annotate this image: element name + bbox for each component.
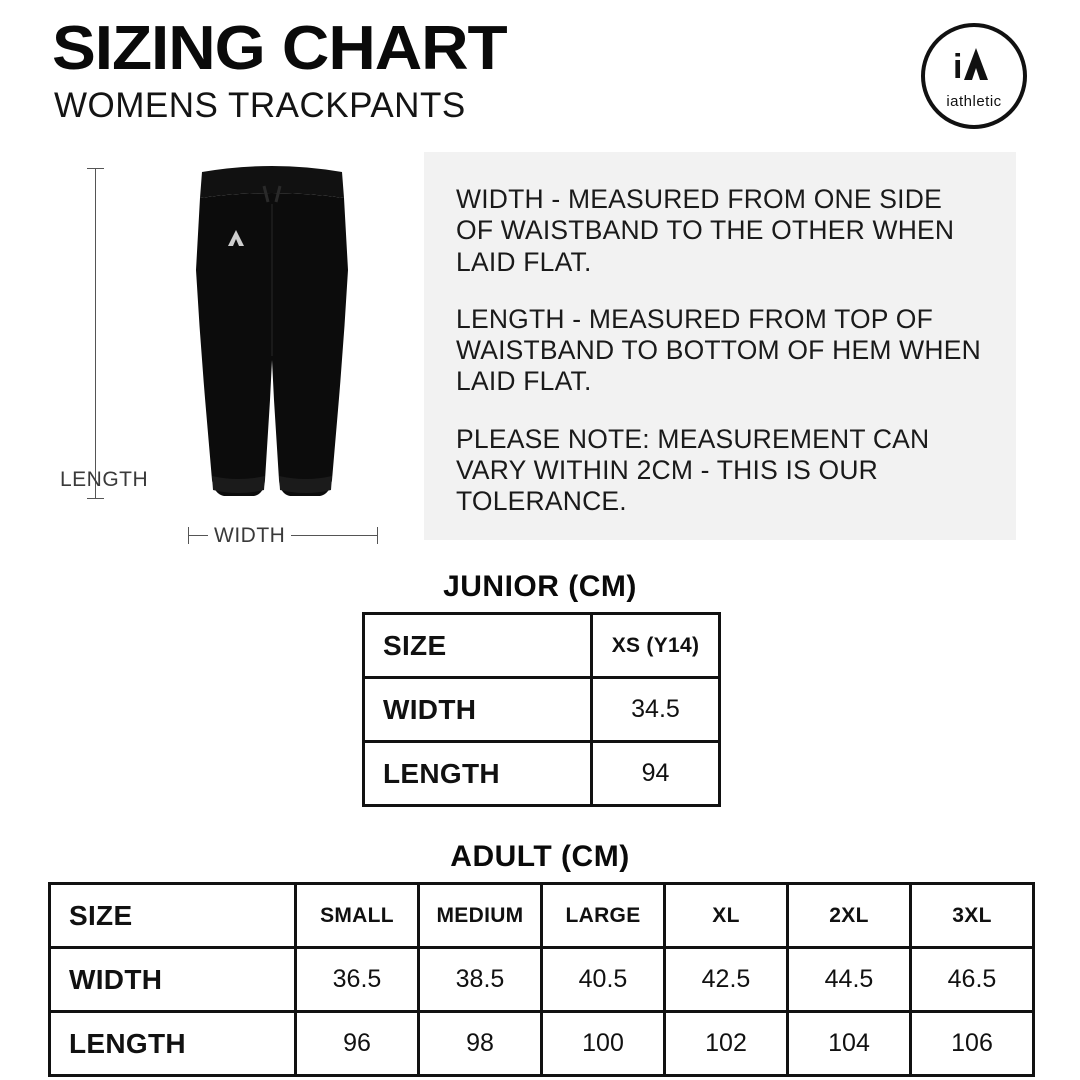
table-row bbox=[364, 678, 720, 742]
adult-length-large: 100 bbox=[542, 1012, 665, 1076]
adult-width-medium: 38.5 bbox=[419, 948, 542, 1012]
adult-size-header: SIZE bbox=[50, 884, 296, 948]
trackpants-image bbox=[172, 160, 372, 515]
adult-col-xl: XL bbox=[665, 884, 788, 948]
adult-length-2xl: 104 bbox=[788, 1012, 911, 1076]
brand-logo-icon bbox=[920, 22, 1028, 130]
length-measure-cap-top bbox=[87, 168, 104, 169]
adult-col-small: SMALL bbox=[296, 884, 419, 948]
junior-size-table bbox=[362, 612, 721, 807]
adult-width-3xl: 46.5 bbox=[911, 948, 1034, 1012]
note-tolerance: PLEASE NOTE: MEASUREMENT CAN VARY WITHIN 2CM - THIS IS OUR TOLERANCE. bbox=[456, 423, 930, 517]
table-row bbox=[50, 948, 1034, 1012]
adult-width-label: WIDTH bbox=[50, 948, 296, 1012]
table-row bbox=[364, 614, 720, 678]
note-width: WIDTH - MEASURED FROM ONE SIDE OF WAISTBAND TO THE OTHER WHEN LAID FLAT. bbox=[456, 184, 955, 277]
width-measure-cap-left bbox=[188, 527, 189, 544]
page-subtitle: WOMENS TRACKPANTS bbox=[54, 86, 466, 125]
adult-length-small: 96 bbox=[296, 1012, 419, 1076]
junior-width-xs: 34.5 bbox=[592, 678, 720, 742]
length-label: LENGTH bbox=[60, 468, 149, 491]
table-row bbox=[364, 742, 720, 806]
measurement-notes-panel bbox=[424, 152, 1016, 540]
adult-size-table bbox=[48, 882, 1035, 1077]
width-label: WIDTH bbox=[208, 524, 291, 548]
adult-col-medium: MEDIUM bbox=[419, 884, 542, 948]
adult-length-3xl: 106 bbox=[911, 1012, 1034, 1076]
adult-col-3xl: 3XL bbox=[911, 884, 1034, 948]
note-length: LENGTH - MEASURED FROM TOP OF WAISTBAND TO BOTTOM OF HEM WHEN LAID FLAT. bbox=[456, 303, 981, 397]
garment-illustration bbox=[60, 150, 410, 560]
junior-size-header: SIZE bbox=[364, 614, 592, 678]
adult-col-2xl: 2XL bbox=[788, 884, 911, 948]
junior-length-xs: 94 bbox=[592, 742, 720, 806]
adult-width-2xl: 44.5 bbox=[788, 948, 911, 1012]
svg-text:iathletic: iathletic bbox=[946, 93, 1002, 110]
junior-length-label: LENGTH bbox=[364, 742, 592, 806]
adult-width-xl: 42.5 bbox=[665, 948, 788, 1012]
junior-table-title: JUNIOR (CM) bbox=[443, 570, 637, 603]
page-header bbox=[52, 14, 1032, 125]
table-row bbox=[50, 884, 1034, 948]
adult-length-medium: 98 bbox=[419, 1012, 542, 1076]
page-title: SIZING CHART bbox=[52, 14, 507, 83]
adult-col-large: LARGE bbox=[542, 884, 665, 948]
adult-table-title: ADULT (CM) bbox=[450, 840, 630, 873]
adult-length-label: LENGTH bbox=[50, 1012, 296, 1076]
length-measure-cap-bottom bbox=[87, 498, 104, 499]
adult-length-xl: 102 bbox=[665, 1012, 788, 1076]
junior-width-label: WIDTH bbox=[364, 678, 592, 742]
table-row bbox=[50, 1012, 1034, 1076]
adult-width-small: 36.5 bbox=[296, 948, 419, 1012]
width-measure-cap-right bbox=[377, 527, 378, 544]
junior-col-xs: XS (Y14) bbox=[592, 614, 720, 678]
length-measure-line bbox=[95, 168, 96, 498]
adult-width-large: 40.5 bbox=[542, 948, 665, 1012]
svg-text:i: i bbox=[953, 48, 963, 86]
